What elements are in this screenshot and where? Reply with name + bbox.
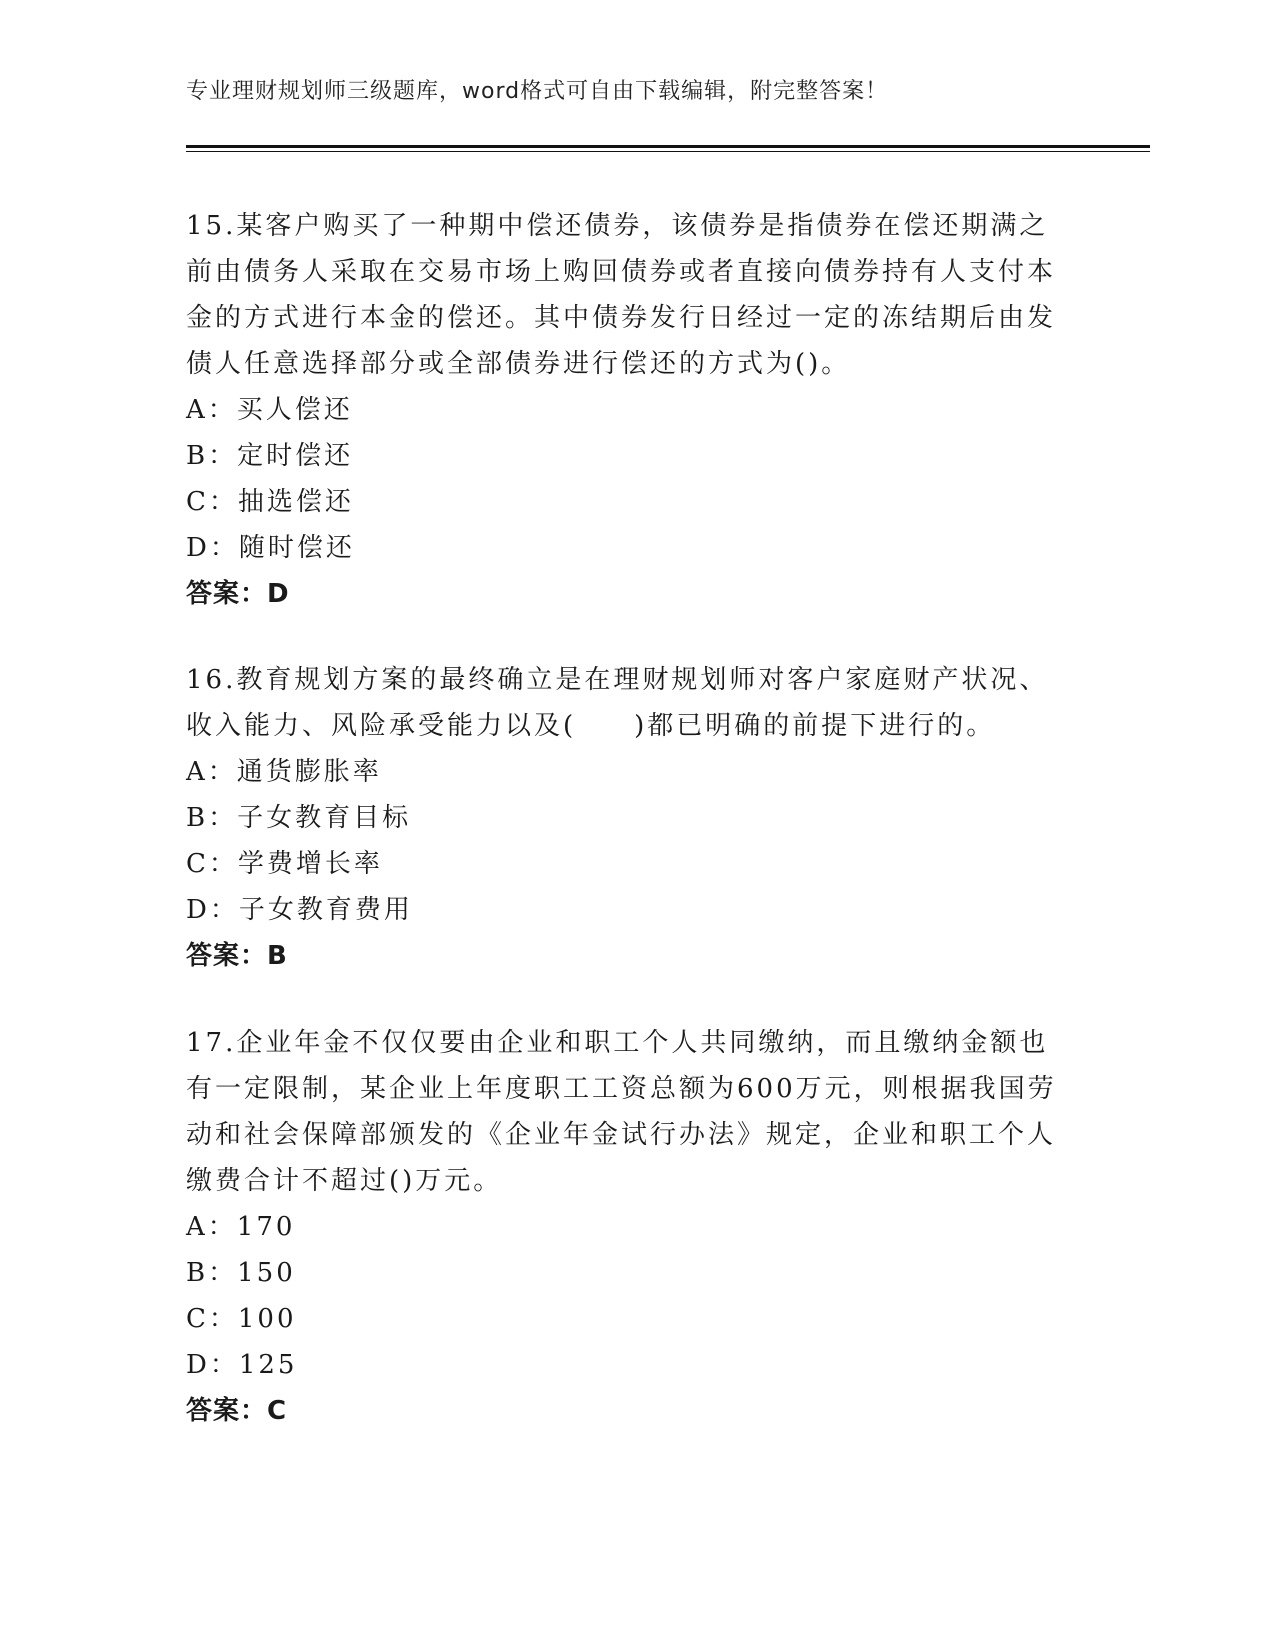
option-a: A：通货膨胀率: [186, 757, 382, 787]
answer: 答案：B: [186, 941, 288, 971]
option-a: A：170: [186, 1212, 296, 1242]
option-c: C：100: [186, 1304, 297, 1334]
header-rule-thick: [186, 145, 1150, 148]
option-d: D：随时偿还: [186, 533, 355, 563]
answer: 答案：D: [186, 579, 290, 609]
option-c: C：学费增长率: [186, 849, 383, 879]
question-stem: 15.某客户购买了一种期中偿还债券，该债券是指债券在偿还期满之前由债务人采取在交易市场上购回债券或者直接向债券持有人支付本金的方式进行本金的偿还。其中债券发行日经过一定的冻结期后由发债人任意选择部分或全部债券进行偿还的方式为()。: [186, 211, 1057, 379]
option-c: C：抽选偿还: [186, 487, 354, 517]
question-16: [186, 657, 1066, 979]
answer: 答案：C: [186, 1396, 288, 1426]
option-b: B：定时偿还: [186, 441, 354, 471]
option-b: B：子女教育目标: [186, 803, 412, 833]
question-15: [186, 203, 1066, 617]
option-a: A：买人偿还: [186, 395, 353, 425]
question-stem: 16.教育规划方案的最终确立是在理财规划师对客户家庭财产状况、收入能力、风险承受能力以及( )都已明确的前提下进行的。: [186, 665, 1049, 741]
option-b: B：150: [186, 1258, 296, 1288]
option-d: D：子女教育费用: [186, 895, 413, 925]
question-stem: 17.企业年金不仅仅要由企业和职工个人共同缴纳，而且缴纳金额也有一定限制，某企业上年度职工工资总额为600万元，则根据我国劳动和社会保障部颁发的《企业年金试行办法》规定，企业和职工个人缴费合计不超过()万元。: [186, 1028, 1057, 1196]
header-rule-thin: [186, 151, 1150, 152]
option-d: D：125: [186, 1350, 298, 1380]
page-header: 专业理财规划师三级题库，word格式可自由下载编辑，附完整答案！: [186, 79, 889, 104]
question-17: [186, 1020, 1066, 1434]
